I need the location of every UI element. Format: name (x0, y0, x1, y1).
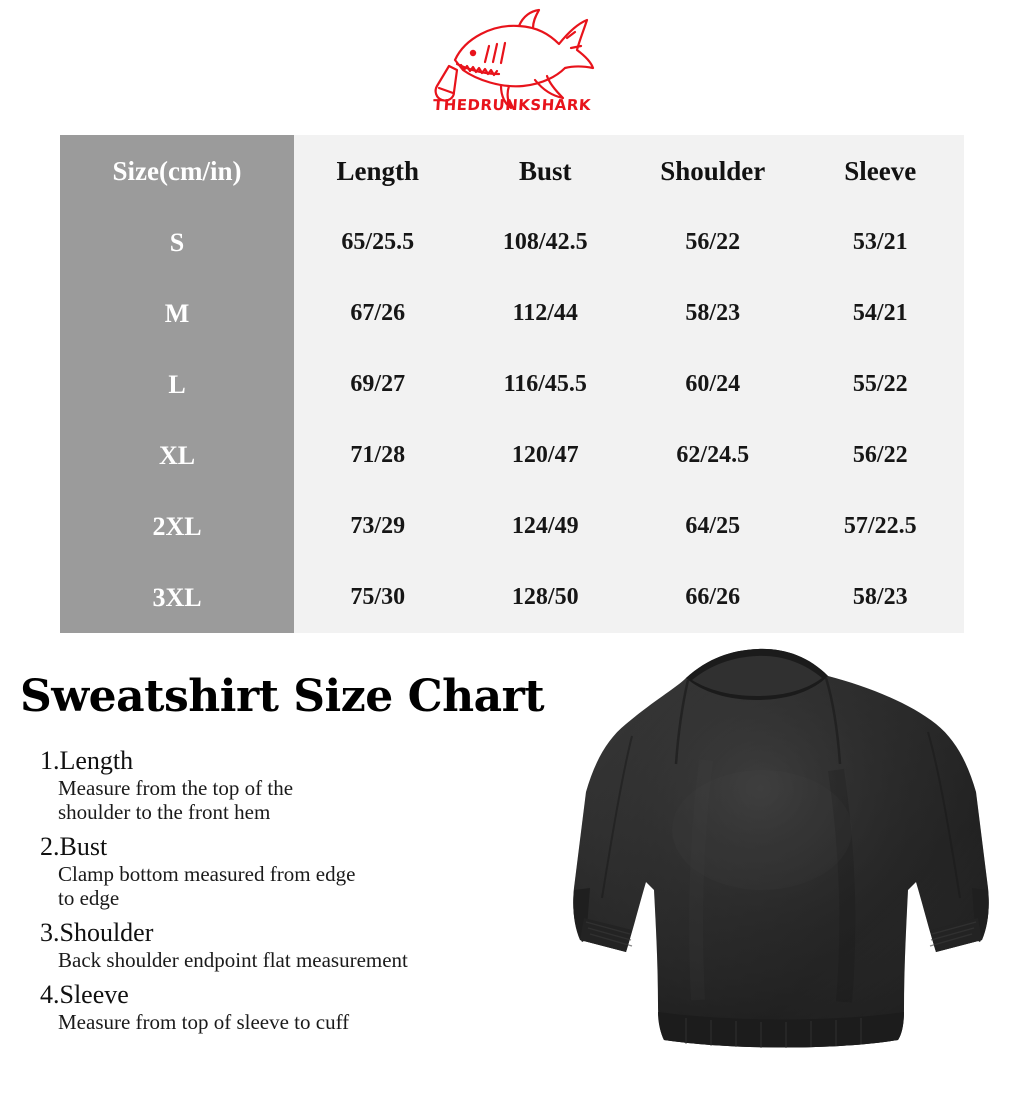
row-size-label: M (60, 278, 294, 349)
cell-length: 65/25.5 (294, 207, 462, 278)
cell-shoulder: 58/23 (629, 278, 797, 349)
row-size-label: 2XL (60, 491, 294, 562)
table-header-bust: Bust (462, 135, 630, 207)
cell-sleeve: 56/22 (797, 420, 965, 491)
cell-sleeve: 58/23 (797, 562, 965, 633)
cell-bust: 128/50 (462, 562, 630, 633)
cell-bust: 108/42.5 (462, 207, 630, 278)
table-header-row (60, 135, 964, 207)
brand-name: THEDRUNKSHARK (432, 96, 592, 114)
table-row (60, 278, 964, 349)
cell-sleeve: 57/22.5 (797, 491, 965, 562)
measurement-heading: 1.Length (40, 746, 134, 775)
sweatshirt-image (536, 640, 1006, 1080)
measurement-description: Measure from top of sleeve to cuff (58, 1010, 350, 1035)
cell-shoulder: 56/22 (629, 207, 797, 278)
measurement-heading: 4.Sleeve (40, 980, 129, 1010)
measurement-item-sleeve (40, 980, 560, 1034)
cell-sleeve: 53/21 (797, 207, 965, 278)
table-row (60, 420, 964, 491)
table-row (60, 349, 964, 420)
cell-shoulder: 62/24.5 (629, 420, 797, 491)
cell-bust: 116/45.5 (462, 349, 630, 420)
cell-length: 67/26 (294, 278, 462, 349)
black-sweatshirt-illustration (536, 640, 1006, 1080)
row-size-label: L (60, 349, 294, 420)
measurement-item-bust (40, 832, 560, 910)
row-size-label: 3XL (60, 562, 294, 633)
table-row (60, 207, 964, 278)
cell-bust: 120/47 (462, 420, 630, 491)
row-size-label: XL (60, 420, 294, 491)
table-header-length: Length (294, 135, 462, 207)
measurement-item-shoulder (40, 918, 560, 972)
table-row (60, 491, 964, 562)
measurement-instructions (40, 746, 560, 1042)
measurement-description: Measure from the top of the shoulder to the front hem (58, 775, 294, 825)
cell-bust: 112/44 (462, 278, 630, 349)
measurement-heading: 2.Bust (40, 832, 108, 862)
cell-shoulder: 66/26 (629, 562, 797, 633)
cell-sleeve: 54/21 (797, 278, 965, 349)
cell-shoulder: 64/25 (629, 491, 797, 562)
brand-logo (0, 6, 1024, 118)
measurement-item-length (40, 746, 560, 824)
measurement-heading: 3.Shoulder (40, 918, 154, 948)
table-row (60, 562, 964, 633)
cell-length: 75/30 (294, 562, 462, 633)
cell-bust: 124/49 (462, 491, 630, 562)
measurement-description: Back shoulder endpoint flat measurement (58, 948, 408, 973)
size-table-container (60, 135, 964, 633)
row-size-label: S (60, 207, 294, 278)
size-table (60, 135, 964, 633)
table-header-size: Size(cm/in) (60, 135, 294, 207)
page-title: Sweatshirt Size Chart (20, 671, 545, 722)
cell-length: 71/28 (294, 420, 462, 491)
cell-shoulder: 60/24 (629, 349, 797, 420)
cell-length: 73/29 (294, 491, 462, 562)
table-header-sleeve: Sleeve (797, 135, 965, 207)
measurement-description: Clamp bottom measured from edge to edge (58, 862, 356, 911)
table-header-shoulder: Shoulder (629, 135, 797, 207)
cell-length: 69/27 (294, 349, 462, 420)
cell-sleeve: 55/22 (797, 349, 965, 420)
